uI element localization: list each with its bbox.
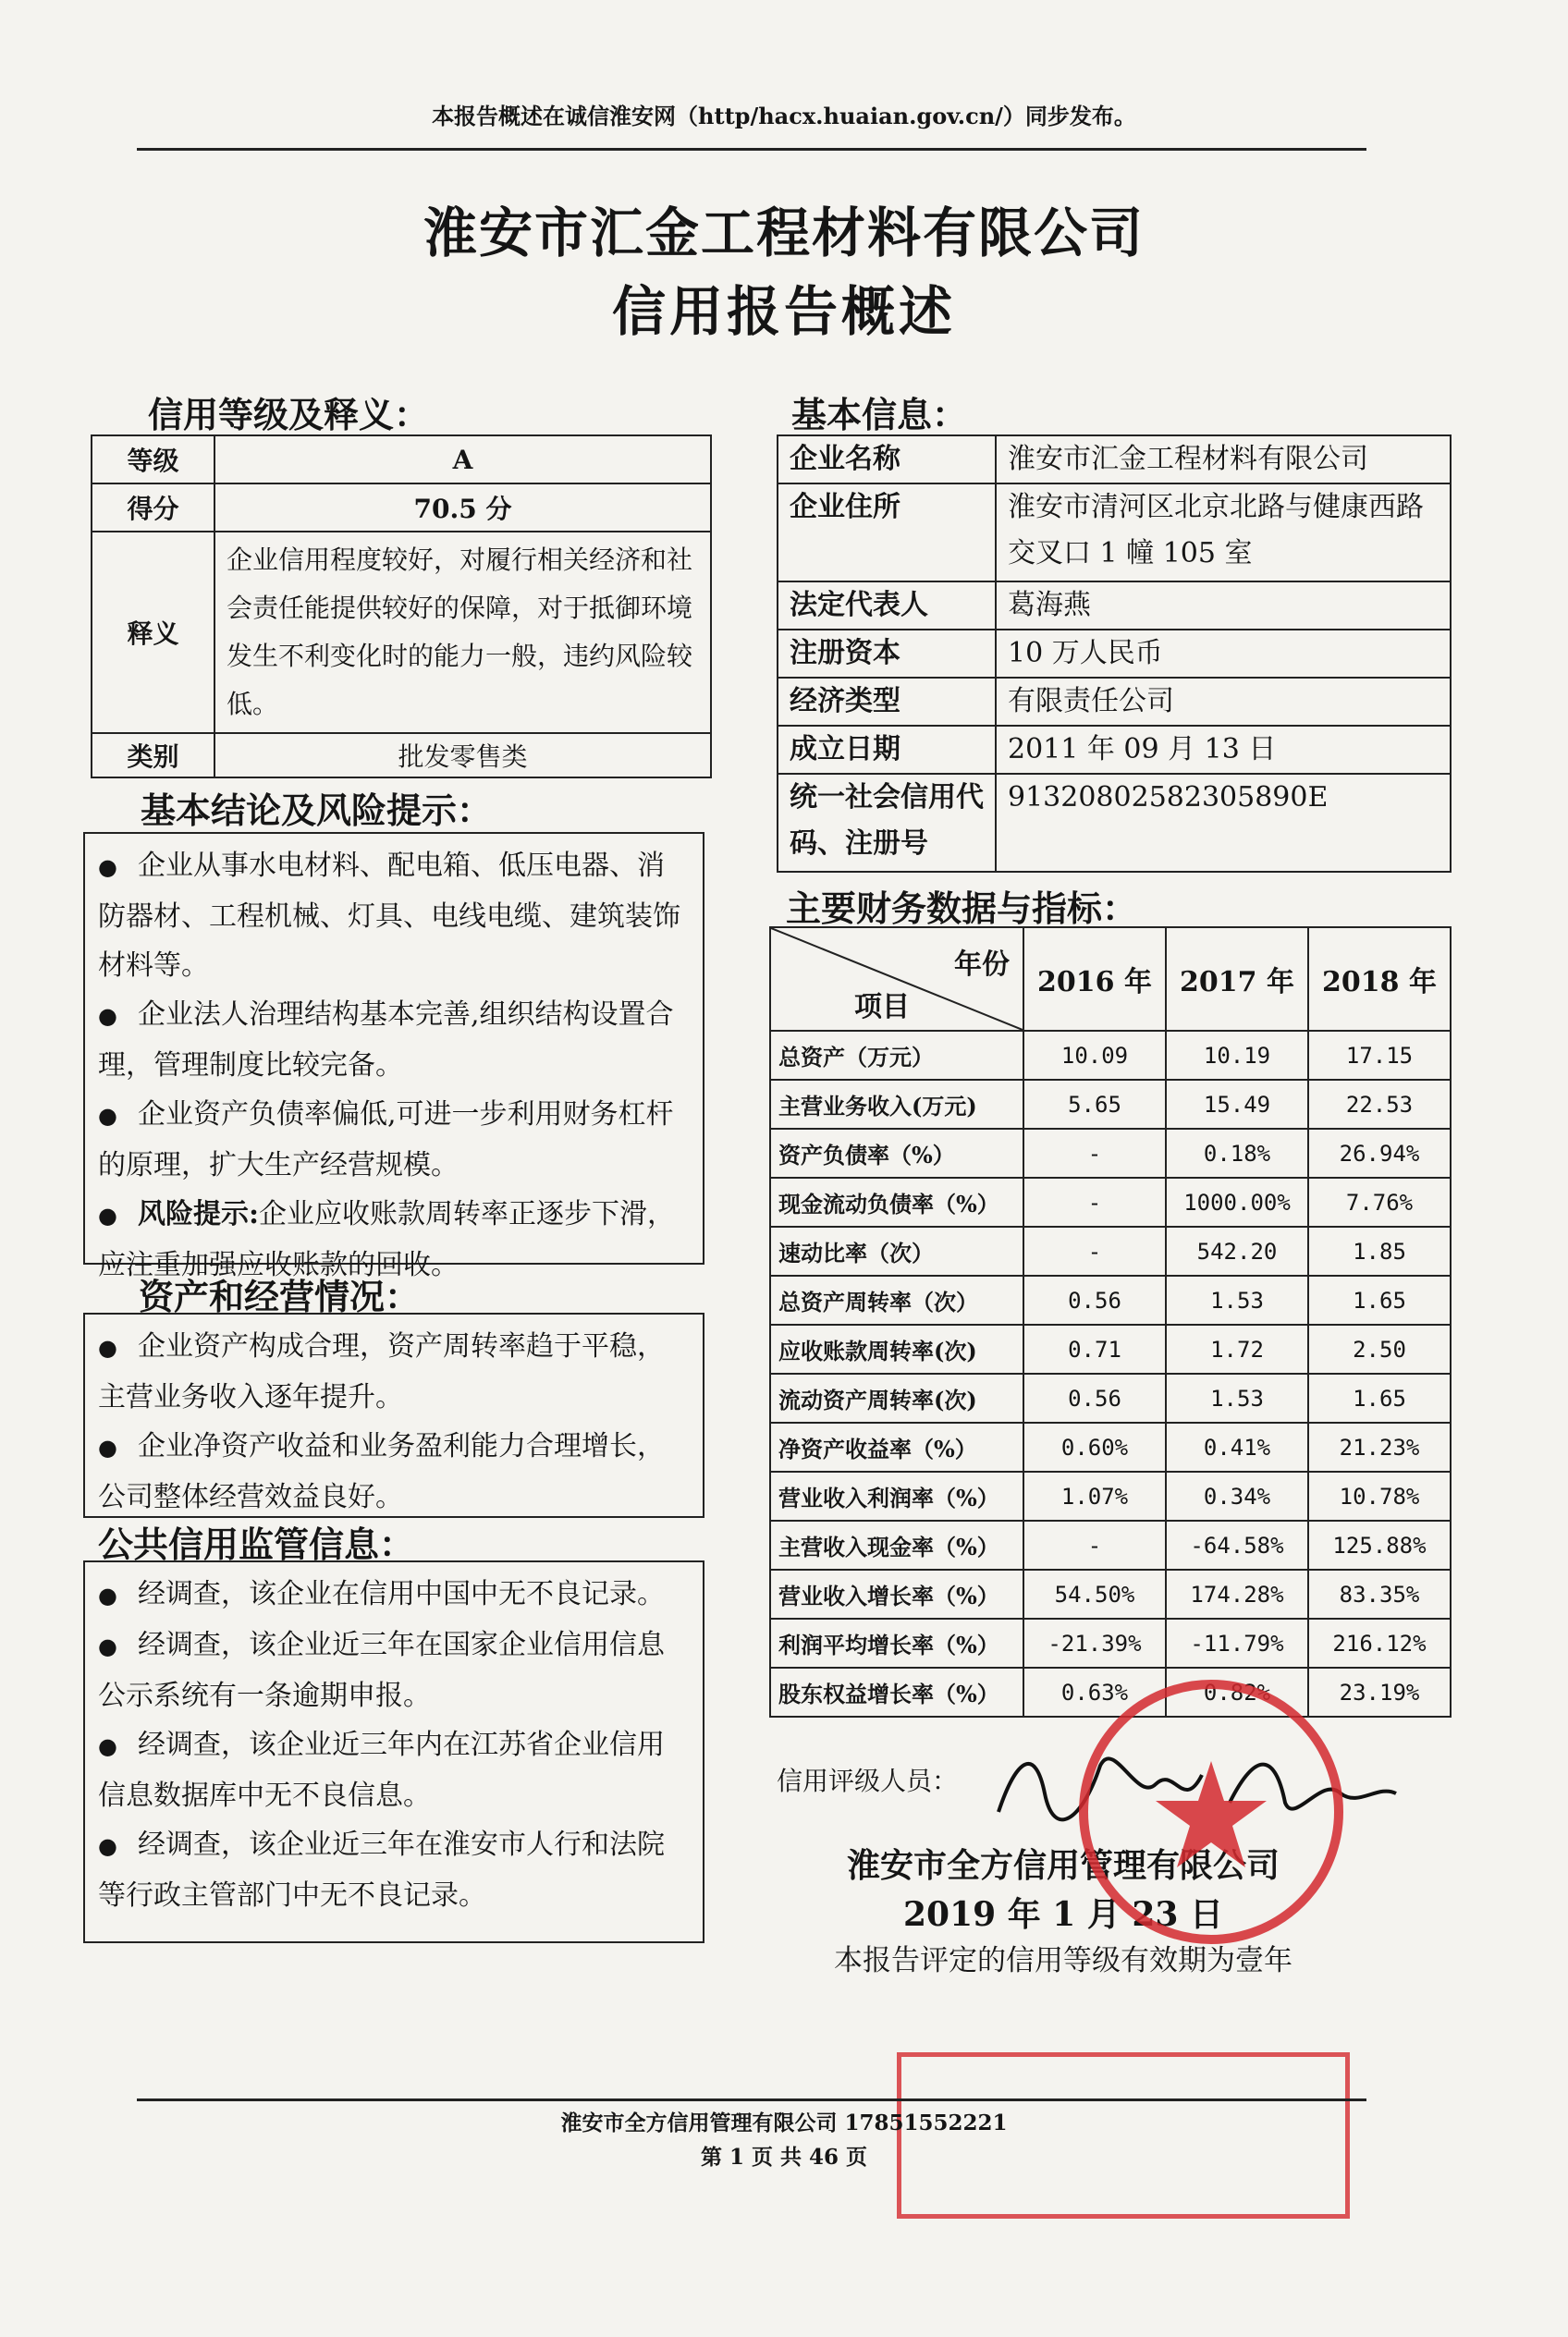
footer-divider (137, 2098, 1366, 2101)
year-header: 2018 年 (1308, 927, 1451, 1031)
grade-table (91, 434, 712, 778)
finance-rows (770, 1031, 1451, 1717)
finance-value: 1.85 (1308, 1227, 1451, 1276)
meaning-value: 企业信用程度较好，对履行相关经济和社会责任能提供较好的保障，对于抵御环境发生不利变化时的能力一般，违约风险较低。 (214, 532, 711, 733)
finance-value: - (1023, 1227, 1166, 1276)
finance-value: 174.28% (1166, 1570, 1308, 1619)
finance-value: 0.63% (1023, 1668, 1166, 1717)
finance-value: 1.65 (1308, 1276, 1451, 1325)
info-value: 淮安市汇金工程材料有限公司 (996, 435, 1451, 483)
finance-value: 0.41% (1166, 1423, 1308, 1472)
asset-section-heading: 资产和经营情况： (139, 1276, 421, 1317)
public-item: ● 经调查，该企业近三年在国家企业信用信息公示系统有一条逾期申报。 (98, 1629, 665, 1712)
report-title: 信用报告概述 (611, 280, 956, 343)
company-seal (1072, 1673, 1350, 1951)
year-header: 2016 年 (1023, 927, 1166, 1031)
public-item: ● 经调查，该企业近三年内在江苏省企业信用信息数据库中无不良信息。 (98, 1729, 665, 1812)
finance-item-label: 净资产收益率（%） (770, 1423, 1023, 1472)
page-number: 第 1 页 共 46 页 (700, 2145, 868, 2170)
asset-item: ● 企业资产构成合理，资产周转率趋于平稳，主营业务收入逐年提升。 (98, 1330, 665, 1413)
category-label: 类别 (92, 733, 214, 777)
corner-item-label: 项目 (854, 991, 910, 1023)
finance-item-label: 主营收入现金率（%） (770, 1521, 1023, 1570)
finance-row (770, 1325, 1451, 1374)
finance-row (770, 1080, 1451, 1129)
level-label: 等级 (92, 435, 214, 483)
level-value: A (214, 435, 711, 483)
finance-item-label: 总资产周转率（次） (770, 1276, 1023, 1325)
info-label: 统一社会信用代码、注册号 (778, 774, 996, 872)
bullet-icon: ● (98, 1733, 117, 1759)
public-section-heading: 公共信用监管信息： (98, 1523, 415, 1565)
finance-value: 54.50% (1023, 1570, 1166, 1619)
info-value: 10 万人民币 (996, 630, 1451, 678)
public-item: ● 经调查，该企业近三年在淮安市人行和法院等行政主管部门中无不良记录。 (98, 1829, 665, 1912)
finance-row (770, 1521, 1451, 1570)
finance-row (770, 1374, 1451, 1423)
finance-value: 125.88% (1308, 1521, 1451, 1570)
category-value: 批发零售类 (214, 733, 711, 777)
finance-item-label: 速动比率（次） (770, 1227, 1023, 1276)
info-label: 法定代表人 (778, 581, 996, 630)
finance-row (770, 1570, 1451, 1619)
bullet-icon: ● (98, 1003, 117, 1029)
header-divider (137, 148, 1366, 151)
finance-value: 0.18% (1166, 1129, 1308, 1178)
finance-value: 17.15 (1308, 1031, 1451, 1080)
info-value: 葛海燕 (996, 581, 1451, 630)
meaning-label: 释义 (92, 532, 214, 733)
finance-item-label: 现金流动负债率（%） (770, 1178, 1023, 1227)
bullet-icon: ● (98, 1435, 117, 1461)
info-value: 91320802582305890E (996, 774, 1451, 872)
finance-item-label: 利润平均增长率（%） (770, 1619, 1023, 1668)
public-box (83, 1560, 704, 1943)
score-label: 得分 (92, 483, 214, 532)
finance-row (770, 1031, 1451, 1080)
info-label: 成立日期 (778, 726, 996, 774)
finance-value: 15.49 (1166, 1080, 1308, 1129)
finance-value: - (1023, 1521, 1166, 1570)
basic-info-heading: 基本信息： (791, 394, 968, 435)
grade-section-heading: 信用等级及释义： (148, 394, 430, 435)
finance-row (770, 1276, 1451, 1325)
finance-value: 1.65 (1308, 1374, 1451, 1423)
rater-label: 信用评级人员： (777, 1766, 959, 1796)
finance-row (770, 1178, 1451, 1227)
finance-row (770, 1129, 1451, 1178)
finance-item-label: 主营业务收入(万元) (770, 1080, 1023, 1129)
finance-item-label: 营业收入增长率（%） (770, 1570, 1023, 1619)
finance-value: 10.09 (1023, 1031, 1166, 1080)
finance-table (769, 926, 1452, 1718)
finance-value: 1.53 (1166, 1374, 1308, 1423)
corner-year-label: 年份 (954, 948, 1010, 981)
finance-value: 2.50 (1308, 1325, 1451, 1374)
finance-value: 0.82% (1166, 1668, 1308, 1717)
publication-note: 本报告概述在诚信淮安网（http/hacx.huaian.gov.cn/）同步发布。 (432, 103, 1136, 129)
finance-item-label: 资产负债率（%） (770, 1129, 1023, 1178)
info-label: 企业名称 (778, 435, 996, 483)
finance-value: 1.07% (1023, 1472, 1166, 1521)
finance-value: 1.53 (1166, 1276, 1308, 1325)
finance-item-label: 应收账款周转率(次) (770, 1325, 1023, 1374)
finance-value: 0.56 (1023, 1374, 1166, 1423)
bullet-icon: ● (98, 1833, 117, 1859)
finance-row (770, 1619, 1451, 1668)
finance-value: 5.65 (1023, 1080, 1166, 1129)
bullet-icon: ● (98, 1103, 117, 1129)
conclusion-item: ● 企业从事水电材料、配电箱、低压电器、消防器材、工程机械、灯具、电线电缆、建筑装饰材料等。 (98, 850, 680, 982)
info-value: 淮安市清河区北京北路与健康西路交叉口 1 幢 105 室 (996, 483, 1451, 581)
finance-corner-cell (770, 927, 1023, 1031)
finance-value: 1000.00% (1166, 1178, 1308, 1227)
finance-value: 10.78% (1308, 1472, 1451, 1521)
finance-heading: 主要财务数据与指标： (786, 887, 1138, 929)
bullet-icon: ● (98, 854, 117, 880)
company-title: 淮安市汇金工程材料有限公司 (423, 202, 1145, 264)
validity-note: 本报告评定的信用等级有效期为壹年 (834, 1944, 1292, 1977)
bullet-icon: ● (98, 1203, 117, 1229)
issue-date: 2019 年 1 月 23 日 (902, 1895, 1223, 1934)
finance-value: 0.71 (1023, 1325, 1166, 1374)
finance-value: - (1023, 1129, 1166, 1178)
conclusion-box (83, 832, 704, 1281)
finance-value: 0.56 (1023, 1276, 1166, 1325)
finance-value: 1.72 (1166, 1325, 1308, 1374)
finance-value: 0.34% (1166, 1472, 1308, 1521)
score-value: 70.5 分 (214, 483, 711, 532)
finance-value: 26.94% (1308, 1129, 1451, 1178)
info-label: 注册资本 (778, 630, 996, 678)
year-header: 2017 年 (1166, 927, 1308, 1031)
finance-value: 21.23% (1308, 1423, 1451, 1472)
finance-row (770, 1423, 1451, 1472)
finance-item-label: 流动资产周转率(次) (770, 1374, 1023, 1423)
conclusion-item: ● 风险提示:企业应收账款周转率正逐步下滑，应注重加强应收账款的回收。 (98, 1198, 676, 1281)
bullet-icon: ● (98, 1583, 117, 1609)
finance-value: - (1023, 1178, 1166, 1227)
finance-row (770, 1227, 1451, 1276)
bullet-icon: ● (98, 1633, 117, 1659)
finance-item-label: 营业收入利润率（%） (770, 1472, 1023, 1521)
info-label: 经济类型 (778, 678, 996, 726)
finance-value: 10.19 (1166, 1031, 1308, 1080)
finance-item-label: 总资产（万元） (770, 1031, 1023, 1080)
finance-value: 7.76% (1308, 1178, 1451, 1227)
finance-value: 22.53 (1308, 1080, 1451, 1129)
footer-company: 淮安市全方信用管理有限公司 17851552221 (560, 2111, 1008, 2135)
info-value: 有限责任公司 (996, 678, 1451, 726)
info-label: 企业住所 (778, 483, 996, 581)
finance-value: 23.19% (1308, 1668, 1451, 1717)
finance-row (770, 1472, 1451, 1521)
finance-value: 216.12% (1308, 1619, 1451, 1668)
basic-info-table (777, 434, 1452, 873)
bullet-icon: ● (98, 1335, 117, 1361)
asset-box (83, 1313, 704, 1518)
finance-value: 0.60% (1023, 1423, 1166, 1472)
finance-value: -64.58% (1166, 1521, 1308, 1570)
info-value: 2011 年 09 月 13 日 (996, 726, 1451, 774)
asset-item: ● 企业净资产收益和业务盈利能力合理增长，公司整体经营效益良好。 (98, 1430, 665, 1513)
finance-value: 542.20 (1166, 1227, 1308, 1276)
conclusion-item: ● 企业法人治理结构基本完善,组织结构设置合理，管理制度比较完备。 (98, 998, 674, 1082)
finance-value: -11.79% (1166, 1619, 1308, 1668)
public-item: ● 经调查，该企业在信用中国中无不良记录。 (98, 1578, 665, 1610)
conclusion-section-heading: 基本结论及风险提示： (141, 789, 493, 831)
finance-item-label: 股东权益增长率（%） (770, 1668, 1023, 1717)
issuer-name: 淮安市全方信用管理有限公司 (846, 1846, 1280, 1885)
finance-value: -21.39% (1023, 1619, 1166, 1668)
finance-value: 83.35% (1308, 1570, 1451, 1619)
conclusion-item: ● 企业资产负债率偏低,可进一步利用财务杠杆的原理，扩大生产经营规模。 (98, 1098, 674, 1181)
